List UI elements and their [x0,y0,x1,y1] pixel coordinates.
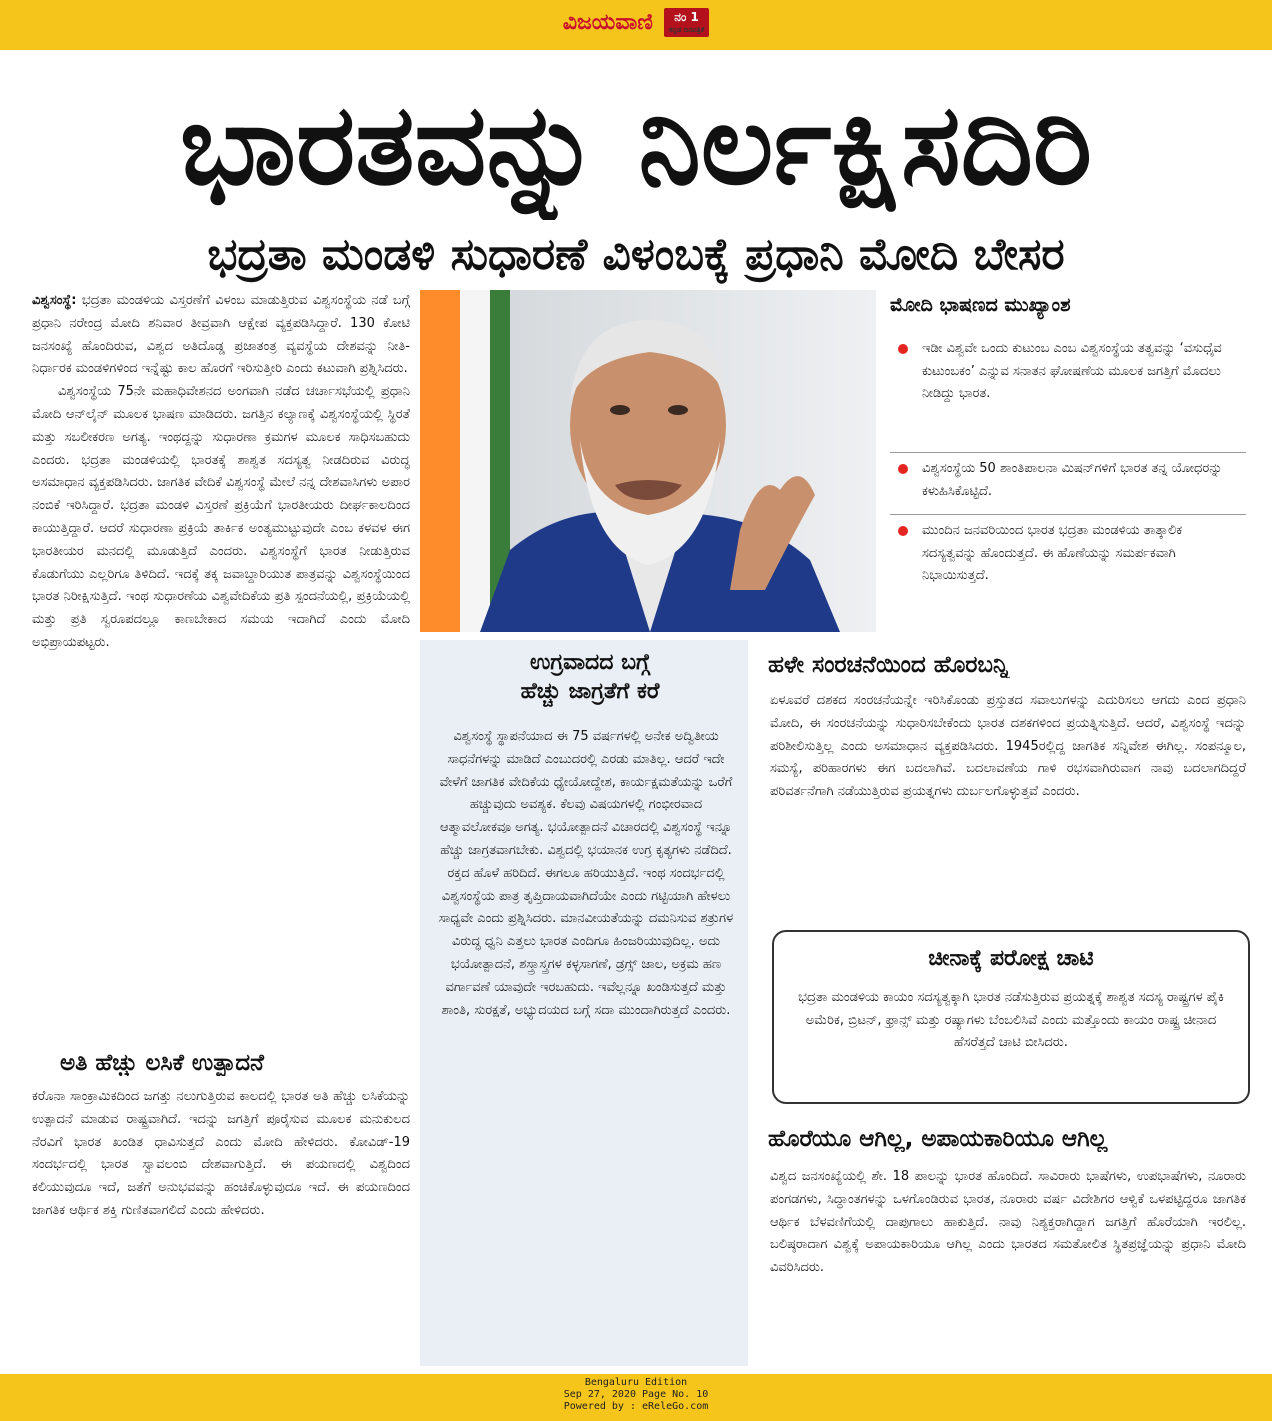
terror-paragraph: ವಿಶ್ವಸಂಸ್ಥೆ ಸ್ಥಾಪನೆಯಾದ ಈ 75 ವರ್ಷಗಳಲ್ಲಿ ಅನೇಕ ಅದ್ವಿತೀಯ ಸಾಧನೆಗಳನ್ನು ಮಾಡಿದೆ ಎಂಬುದರಲ್ಲಿ ಎರಡು ಮಾತಿಲ್ಲ. ಆದರೆ ಇದೇ ವೇಳೆಗೆ ಜಾಗತಿಕ ವೇದಿಕೆಯ ಧ್ಯೇಯೋದ್ದೇಶ, ಕಾರ್ಯಕ್ಷಮತೆಯನ್ನು ಒರೆಗೆ ಹಚ್ಚುವುದು ಅವಶ್ಯಕ. ಕೆಲವು ವಿಷಯಗಳಲ್ಲಿ ಗಂಭೀರವಾದ ಆತ್ಮಾವಲೋಕವೂ ಅಗತ್ಯ. ಭಯೋತ್ಪಾದನೆ ವಿಚಾರದಲ್ಲಿ ವಿಶ್ವಸಂಸ್ಥೆ ಇನ್ನೂ ಹೆಚ್ಚು ಜಾಗ್ರತವಾಗಬೇಕು. ವಿಶ್ವದಲ್ಲಿ ಭಯಾನಕ ಉಗ್ರ ಕೃತ್ಯಗಳು ನಡೆದಿದೆ. ರಕ್ತದ ಹೊಳೆ ಹರಿದಿದೆ. ಈಗಲೂ ಹರಿಯುತ್ತಿದೆ. ಇಂಥ ಸಂದರ್ಭದಲ್ಲಿ ವಿಶ್ವಸಂಸ್ಥೆಯ ಪಾತ್ರ ತೃಪ್ತಿದಾಯವಾಗಿದೆಯೇ ಎಂದು ಗಟ್ಟಿಯಾಗಿ ಹೇಳಲು ಸಾಧ್ಯವೇ ಎಂದು ಪ್ರಶ್ನಿಸಿದರು. ಮಾನವೀಯತೆಯನ್ನು ದಮನಿಸುವ ಶತ್ರುಗಳ ವಿರುದ್ಧ ಧ್ವನಿ ಎತ್ತಲು ಭಾರತ ಎಂದಿಗೂ ಹಿಂಜರಿಯುವುದಿಲ್ಲ. ಅದು ಭಯೋತ್ಪಾದನೆ, ಶಸ್ತ್ರಾಸ್ತ್ರಗಳ ಕಳ್ಳಸಾಗಣೆ, ಡ್ರಗ್ಸ್ ಜಾಲ, ಅಕ್ರಮ ಹಣ ವರ್ಗಾವಣೆ ಯಾವುದೇ ಇರಬಹುದು. ಇವೆಲ್ಲನ್ನೂ ಖಂಡಿಸುತ್ತದೆ ಮತ್ತು ಶಾಂತಿ, ಸುರಕ್ಷತೆ, ಅಭ್ಯುದಯದ ಬಗ್ಗೆ ಸದಾ ಮುಂದಾಗಿರುತ್ತದೆ ಎಂದರು. [438,729,734,1018]
vaccine-heading: ಅತಿ ಹೆಚ್ಚು ಲಸಿಕೆ ಉತ್ಪಾದನೆ [60,1050,264,1076]
divider [890,514,1246,515]
bullet-icon [898,526,908,536]
danger-paragraph: ವಿಶ್ವದ ಜನಸಂಖ್ಯೆಯಲ್ಲಿ ಶೇ. 18 ಪಾಲನ್ನು ಭಾರತ ಹೊಂದಿದೆ. ಸಾವಿರಾರು ಭಾಷೆಗಳು, ಉಪಭಾಷೆಗಳು, ನೂರಾರು ಪಂಗಡಗಳು, ಸಿದ್ಧಾಂತಗಳನ್ನು ಒಳಗೊಂಡಿರುವ ಭಾರತ, ನೂರಾರು ವರ್ಷ ವಿದೇಶಿಗರ ಆಳ್ವಿಕೆ ಒಳಪಟ್ಟಿದ್ದರೂ ಜಾಗತಿಕ ಆರ್ಥಿಕ ಬೆಳವಣಿಗೆಯಲ್ಲಿ ದಾಪುಗಾಲು ಹಾಕುತ್ತಿದೆ. ನಾವು ನಿಶ್ಯಕ್ತರಾಗಿದ್ದಾಗ ಜಗತ್ತಿಗೆ ಹೊರೆಯಾಗಿ ಇರಲಿಲ್ಲ. ಬಲಿಷ್ಠರಾದಾಗ ವಿಶ್ವಕ್ಕೆ ಅಪಾಯಕಾರಿಯೂ ಆಗಿಲ್ಲ ಎಂದು ಭಾರತದ ಸಮತೋಲಿತ ಸ್ಥಿತಪ್ರಜ್ಞೆಯನ್ನು ಪ್ರಧಾನಿ ಮೋದಿ ವಿವರಿಸಿದರು. [770,1169,1246,1276]
masthead-badge-label: ನಂ 1 [674,10,699,24]
vaccine-paragraph: ಕರೊನಾ ಸಾಂಕ್ರಾಮಿಕದಿಂದ ಜಗತ್ತು ನಲುಗುತ್ತಿರುವ ಕಾಲದಲ್ಲಿ ಭಾರತ ಅತಿ ಹೆಚ್ಚು ಲಸಿಕೆಯನ್ನು ಉತ್ಪಾದನೆ ಮಾಡುವ ರಾಷ್ಟ್ರವಾಗಿದೆ. ಇದನ್ನು ಜಗತ್ತಿಗೆ ಪೂರೈಸುವ ಮೂಲಕ ಮನುಕುಲದ ನೆರವಿಗೆ ಭಾರತ ಖಂಡಿತ ಧಾವಿಸುತ್ತದೆ ಎಂದು ಮೋದಿ ಹೇಳಿದರು. ಕೋವಿಡ್-19 ಸಂದರ್ಭದಲ್ಲಿ ಭಾರತ ಸ್ವಾವಲಂಬಿ ದೇಶವಾಗುತ್ತಿದೆ. ಈ ಪಯಣದಲ್ಲಿ ವಿಶ್ವದಿಂದ ಕಲಿಯುವುದೂ ಇದೆ, ಜತೆಗೆ ಅನುಭವವನ್ನು ಹಂಚಿಕೊಳ್ಳುವುದೂ ಇದೆ. ಈ ಪಯಣದಿಂದ ಜಾಗತಿಕ ಆರ್ಥಿಕ ಶಕ್ತಿ ಗುಣಿತವಾಗಲಿದೆ ಎಂದು ಹೇಳಿದರು. [32,1089,410,1218]
sub-headline: ಭದ್ರತಾ ಮಂಡಳಿ ಸುಧಾರಣೆ ವಿಳಂಬಕ್ಕೆ ಪ್ರಧಾನಿ ಮೋದಿ ಬೇಸರ [207,229,1065,280]
masthead [0,8,1272,37]
masthead-tagline: ಕನ್ನಡ ದಿನಪತ್ರಿಕೆ [668,26,705,34]
highlight-item [890,520,1240,620]
highlight-item [890,338,1240,438]
danger-column [770,1166,1246,1366]
masthead-badge [664,8,709,37]
bullet-icon [898,344,908,354]
vaccine-column [32,1086,410,1366]
footer [0,1377,1272,1413]
masthead-title: ವಿಜಯವಾಣಿ [562,10,653,35]
lead-story-column [32,290,410,1050]
modi-photo [420,290,876,632]
terror-heading [440,648,740,706]
structure-heading: ಹಳೇ ಸಂರಚನೆಯಿಂದ ಹೊರಬನ್ನಿ [768,652,1009,678]
terror-heading-line2: ಹೆಚ್ಚು ಜಾಗ್ರತೆಗೆ ಕರೆ [520,679,660,704]
highlights-box [890,290,1246,635]
china-paragraph: ಭದ್ರತಾ ಮಂಡಳಿಯ ಕಾಯಂ ಸದಸ್ಯತ್ವಕ್ಕಾಗಿ ಭಾರತ ನಡೆಸುತ್ತಿರುವ ಪ್ರಯತ್ನಕ್ಕೆ ಶಾಶ್ವತ ಸದಸ್ಯ ರಾಷ್ಟ್ರಗಳ ಪೈಕಿ ಅಮೆರಿಕ, ಬ್ರಿಟನ್, ಫ್ರಾನ್ಸ್ ಮತ್ತು ರಷ್ಯಾಗಳು ಬೆಂಬಲಿಸಿವೆ ಎಂದು ಮತ್ತೊಂದು ಕಾಯಂ ರಾಷ್ಟ್ರ ಚೀನಾದ ಹೆಸರೆತ್ತದೆ ಚಾಟಿ ಬೀಸಿದರು. [798,990,1224,1050]
structure-paragraph: ಏಳೂವರೆ ದಶಕದ ಸಂರಚನೆಯನ್ನೇ ಇರಿಸಿಕೊಂಡು ಪ್ರಸ್ತುತದ ಸವಾಲುಗಳನ್ನು ಎದುರಿಸಲು ಆಗದು ಎಂದ ಪ್ರಧಾನಿ ಮೋದಿ, ಈ ಸಂರಚನೆಯನ್ನು ಸುಧಾರಿಸಬೇಕೆಂದು ಭಾರತ ದಶಕಗಳಿಂದ ಪ್ರಯತ್ನಿಸುತ್ತಿದೆ. ಆದರೆ, ವಿಶ್ವಸಂಸ್ಥೆ ಇದನ್ನು ಪರಿಶೀಲಿಸುತ್ತಿಲ್ಲ ಎಂದು ಅಸಮಾಧಾನ ವ್ಯಕ್ತಪಡಿಸಿದರು. 1945ರಲ್ಲಿದ್ದ ಜಾಗತಿಕ ಸನ್ನಿವೇಶ ಈಗಿಲ್ಲ. ಸಂಪನ್ಮೂಲ, ಸಮಸ್ಯೆ, ಪರಿಹಾರಗಳು ಈಗ ಬದಲಾಗಿವೆ. ಬದಲಾವಣೆಯ ಗಾಳಿ ರಭಸವಾಗಿರುವಾಗ ನಾವು ಬದಲಾಗದಿದ್ದರೆ ಪರಿವರ್ತನೆಗಾಗಿ ನಡೆಯುತ್ತಿರುವ ಪ್ರಯತ್ನಗಳು ದುರ್ಬಲಗೊಳ್ಳುತ್ತವೆ ಎಂದರು. [770,693,1246,800]
footer-edition: Bengaluru Edition [584,1377,688,1388]
main-headline: ಭಾರತವನ್ನು ನಿರ್ಲಕ್ಷಿಸದಿರಿ [179,80,1093,210]
footer-date-page: Sep 27, 2020 Page No. 10 [563,1389,709,1400]
bullet-icon [898,464,908,474]
highlights-title: ಮೋದಿ ಭಾಷಣದ ಮುಖ್ಯಾಂಶ [890,294,1071,316]
china-box [772,930,1250,1104]
highlight-text: ವಿಶ್ವಸಂಸ್ಥೆಯ 50 ಶಾಂತಿಪಾಲನಾ ಮಿಷನ್‌ಗಳಿಗೆ ಭಾರತ ತನ್ನ ಯೋಧರನ್ನು ಕಳುಹಿಸಿಕೊಟ್ಟಿದೆ. [922,461,1223,499]
terror-heading-line1: ಉಗ್ರವಾದದ ಬಗ್ಗೆ [529,650,651,675]
danger-heading: ಹೊರೆಯೂ ಆಗಿಲ್ಲ, ಅಪಾಯಕಾರಿಯೂ ಆಗಿಲ್ಲ [768,1126,1108,1152]
divider [890,452,1246,453]
highlight-text: ಇಡೀ ವಿಶ್ವವೇ ಒಂದು ಕುಟುಂಬ ಎಂಬ ವಿಶ್ವಸಂಸ್ಥೆಯ ತತ್ವವನ್ನು ‘ವಸುಧೈವ ಕುಟುಂಬಕಂ’ ಎನ್ನುವ ಸನಾತನ ಘೋಷಣೆಯ ಮೂಲಕ ಜಗತ್ತಿಗೆ ಮೊದಲು ನೀಡಿದ್ದು ಭಾರತ. [922,341,1222,401]
body-paragraph: ವಿಶ್ವಸಂಸ್ಥೆಯ 75ನೇ ಮಹಾಧಿವೇಶನದ ಅಂಗವಾಗಿ ನಡೆದ ಚರ್ಚಾಸಭೆಯಲ್ಲಿ ಪ್ರಧಾನಿ ಮೋದಿ ಆನ್‌ಲೈನ್ ಮೂಲಕ ಭಾಷಣ ಮಾಡಿದರು. ಜಗತ್ತಿನ ಕಲ್ಯಾಣಕ್ಕೆ ವಿಶ್ವಸಂಸ್ಥೆಯಲ್ಲಿ ಸ್ಥಿರತೆ ಮತ್ತು ಸಬಲೀಕರಣ ಅಗತ್ಯ. ಇಂಥದ್ದನ್ನು ಸುಧಾರಣಾ ಕ್ರಮಗಳ ಮೂಲಕ ಸಾಧಿಸಬಹುದು ಎಂದರು. ಭದ್ರತಾ ಮಂಡಳಿಯಲ್ಲಿ ಭಾರತಕ್ಕೆ ಶಾಶ್ವತ ಸದಸ್ಯತ್ವ ನೀಡದಿರುವ ವಿರುದ್ಧ ಅಸಮಾಧಾನ ವ್ಯಕ್ತಪಡಿಸಿದರು. ಜಾಗತಿಕ ವೇದಿಕೆ ವಿಶ್ವಸಂಸ್ಥೆ ಮೇಲೆ ನನ್ನ ದೇಶವಾಸಿಗಳು ಅಪಾರ ನಂಬಿಕೆ ಇರಿಸಿದ್ದಾರೆ. ಭದ್ರತಾ ಮಂಡಳಿ ವಿಸ್ತರಣೆ ಪ್ರಕ್ರಿಯೆಗೆ ಭಾರತೀಯರು ದೀರ್ಘಕಾಲದಿಂದ ಕಾಯುತ್ತಿದ್ದಾರೆ. ಆದರೆ ಸುಧಾರಣಾ ಪ್ರಕ್ರಿಯೆ ತಾರ್ಕಿಕ ಅಂತ್ಯಮುಟ್ಟುವುದೇ ಎಂಬ ಕಳವಳ ಈಗ ಭಾರತೀಯರ ಮನದಲ್ಲಿ ಮೂಡುತ್ತಿದೆ ಎಂದರು. ವಿಶ್ವಸಂಸ್ಥೆಗೆ ಭಾರತ ನೀಡುತ್ತಿರುವ ಕೊಡುಗೆಯು ಎಲ್ಲರಿಗೂ ತಿಳಿದಿದೆ. ಇದಕ್ಕೆ ತಕ್ಕ ಜವಾಬ್ದಾರಿಯುತ ಪಾತ್ರವನ್ನು ವಿಶ್ವಸಂಸ್ಥೆಯಿಂದ ಭಾರತ ನಿರೀಕ್ಷಿಸುತ್ತಿದೆ. ಇಂಥ ಸುಧಾರಣೆಯ ವಿಶ್ವವೇದಿಕೆಯ ಪ್ರತಿ ಸ್ಪಂದನೆಯಲ್ಲಿ, ಪ್ರಕ್ರಿಯೆಯಲ್ಲಿ ಮತ್ತು ಪ್ರತಿ ಸ್ವರೂಪದಲ್ಲೂ ಕಾಣಬೇಕಾದ ಸಮಯ ಇದಾಗಿದೆ ಎಂದು ಮೋದಿ ಅಭಿಪ್ರಾಯಪಟ್ಟರು. [32,384,410,650]
lead-paragraph: ಭದ್ರತಾ ಮಂಡಳಿಯ ವಿಸ್ತರಣೆಗೆ ವಿಳಂಬ ಮಾಡುತ್ತಿರುವ ವಿಶ್ವಸಂಸ್ಥೆಯ ನಡೆ ಬಗ್ಗೆ ಪ್ರಧಾನಿ ನರೇಂದ್ರ ಮೋದಿ ಶನಿವಾರ ತೀವ್ರವಾಗಿ ಆಕ್ಷೇಪ ವ್ಯಕ್ತಪಡಿಸಿದ್ದಾರೆ. 130 ಕೋಟಿ ಜನಸಂಖ್ಯೆ ಹೊಂದಿರುವ, ವಿಶ್ವದ ಅತಿದೊಡ್ಡ ಪ್ರಜಾತಂತ್ರ ವ್ಯವಸ್ಥೆಯ ದೇಶವನ್ನು ನೀತಿ-ನಿರ್ಧಾರಕ ಮಂಡಳಿಗಳಿಂದ ಇನ್ನೆಷ್ಟು ಕಾಲ ಹೊರಗೆ ಇರಿಸುತ್ತೀರಿ ಎಂದು ಕಟುವಾಗಿ ಪ್ರಶ್ನಿಸಿದರು. [32,293,410,377]
modi-photo-illustration [420,290,876,632]
china-heading: ಚೀನಾಕ್ಕೆ ಪರೋಕ್ಷ ಚಾಟಿ [928,946,1094,971]
footer-powered: Powered by : eReleGo.com [563,1401,709,1412]
dateline: ವಿಶ್ವಸಂಸ್ಥೆ: [32,293,77,308]
structure-column [770,690,1246,920]
terror-column [436,726,736,1366]
highlight-text: ಮುಂದಿನ ಜನವರಿಯಿಂದ ಭಾರತ ಭದ್ರತಾ ಮಂಡಳಿಯ ತಾತ್ಕಾಲಿಕ ಸದಸ್ಯತ್ವವನ್ನು ಹೊಂದುತ್ತದೆ. ಈ ಹೊಣೆಯನ್ನು ಸಮರ್ಪಕವಾಗಿ ನಿಭಾಯಿಸುತ್ತದೆ. [922,523,1183,583]
highlight-item [890,458,1240,508]
